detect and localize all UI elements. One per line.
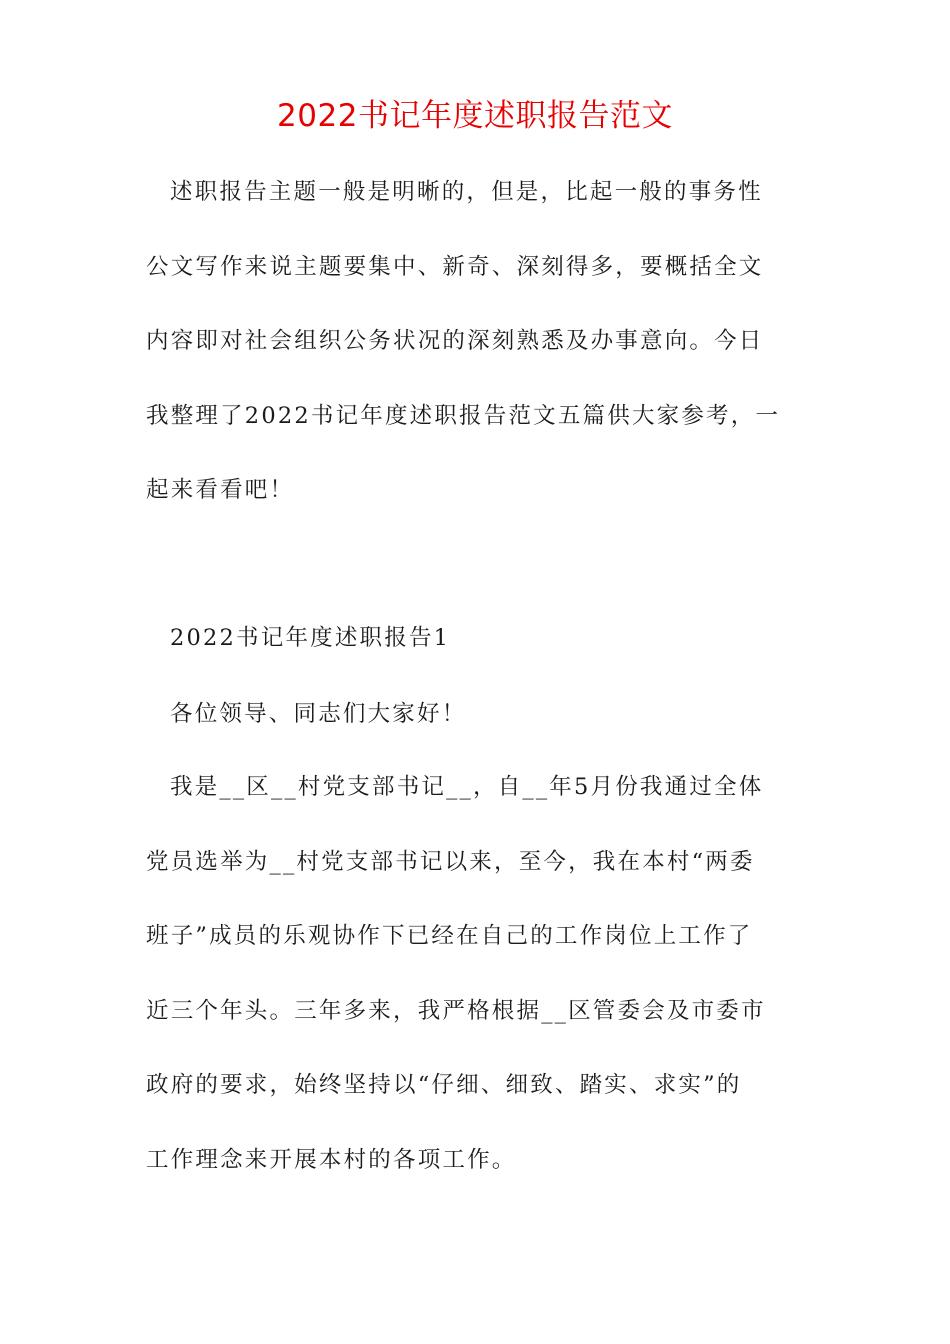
body-line: 班子”成员的乐观协作下已经在自己的工作岗位上工作了: [146, 923, 753, 949]
body-line: 我是__区__村党支部书记__，自__年5月份我通过全体: [170, 774, 764, 800]
intro-line: 我整理了2022书记年度述职报告范文五篇供大家参考，一: [146, 402, 781, 429]
intro-line: 述职报告主题一般是明晰的，但是，比起一般的事务性: [170, 179, 763, 205]
intro-line: 起来看看吧！: [146, 477, 295, 503]
intro-paragraph: [146, 155, 806, 528]
greeting: [146, 677, 806, 752]
body-line: 近三个年头。三年多来，我严格根据__区管委会及市委市: [146, 997, 766, 1024]
intro-line: 内容即对社会组织公务状况的深刻熟悉及办事意向。今日: [146, 328, 764, 354]
section-heading-text: 2022书记年度述职报告1: [170, 625, 451, 651]
body-paragraph: [146, 750, 806, 1197]
body-line: 政府的要求，始终坚持以“仔细、细致、踏实、求实”的: [146, 1072, 742, 1098]
greeting-text: 各位领导、同志们大家好！: [170, 701, 467, 727]
body-line: 工作理念来开展本村的各项工作。: [146, 1146, 517, 1173]
document-title: 2022书记年度述职报告范文: [277, 98, 673, 134]
intro-line: 公文写作来说主题要集中、新奇、深刻得多，要概括全文: [146, 253, 764, 280]
body-line: 党员选举为__村党支部书记以来，至今，我在本村“两委: [146, 848, 755, 875]
section-heading: [146, 601, 806, 676]
